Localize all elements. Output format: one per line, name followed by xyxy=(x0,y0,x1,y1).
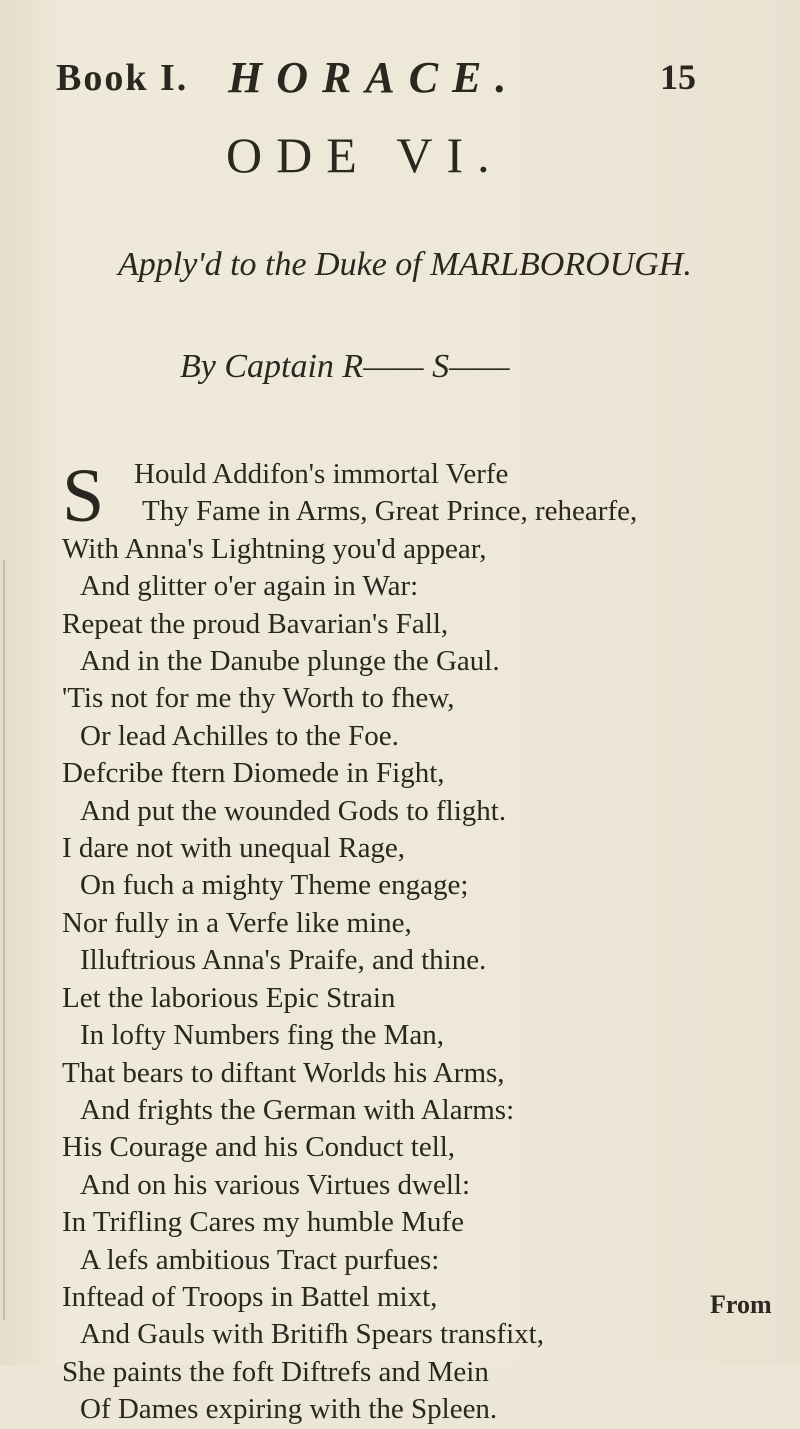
poem-line: Of Dames expiring with the Spleen. xyxy=(80,1393,498,1426)
poem-line: That bears to diftant Worlds his Arms, xyxy=(62,1056,505,1089)
book-number: Book I. xyxy=(56,57,189,99)
poem-line: In Trifling Cares my humble Mufe xyxy=(62,1206,464,1239)
author-byline: By Captain R—— S—— xyxy=(180,348,510,385)
gutter-shadow xyxy=(3,560,5,1320)
poem-line: And Gauls with Britifh Spears transfixt, xyxy=(80,1318,544,1351)
poem-line: Or lead Achilles to the Foe. xyxy=(80,719,399,752)
poem-line: Illuftrious Anna's Praife, and thine. xyxy=(80,944,487,977)
poem-line: And in the Danube plunge the Gaul. xyxy=(80,645,500,678)
poem-line: Hould Addifon's immortal Verfe xyxy=(134,458,509,490)
running-header xyxy=(0,52,800,112)
running-title: HORACE. xyxy=(228,53,521,102)
poem-line: Inftead of Troops in Battel mixt, xyxy=(62,1280,438,1313)
poem-line: In lofty Numbers fing the Man, xyxy=(80,1019,445,1052)
poem-line: Thy Fame in Arms, Great Prince, rehearfe, xyxy=(142,495,638,528)
drop-cap: S xyxy=(62,454,105,538)
catchword: From xyxy=(710,1290,772,1319)
poem-line: I dare not with unequal Rage, xyxy=(62,832,406,865)
poem-line: And frights the German with Alarms: xyxy=(80,1093,515,1126)
poem-line: With Anna's Lightning you'd appear, xyxy=(62,532,487,565)
poem-line: Defcribe ftern Diomede in Fight, xyxy=(62,757,445,790)
dedication-line: Apply'd to the Duke of MARLBOROUGH. xyxy=(118,246,692,283)
page-number: 15 xyxy=(660,57,696,97)
poem-line: Nor fully in a Verfe like mine, xyxy=(62,906,412,939)
poem-line: And on his various Virtues dwell: xyxy=(80,1168,470,1201)
poem-line: And glitter o'er again in War: xyxy=(80,570,419,603)
poem-line: His Courage and his Conduct tell, xyxy=(62,1131,456,1164)
poem-line: Let the laborious Epic Strain xyxy=(62,981,396,1014)
poem-line: She paints the foft Diftrefs and Mein xyxy=(62,1355,489,1388)
ode-title: ODE VI. xyxy=(226,127,504,183)
poem-line: On fuch a mighty Theme engage; xyxy=(80,869,469,902)
poem-line: A lefs ambitious Tract purfues: xyxy=(80,1243,440,1276)
poem-body xyxy=(62,456,792,1429)
poem-line: Repeat the proud Bavarian's Fall, xyxy=(62,607,449,640)
poem-line: 'Tis not for me thy Worth to fhew, xyxy=(62,682,455,715)
poem-line: And put the wounded Gods to flight. xyxy=(80,794,507,827)
